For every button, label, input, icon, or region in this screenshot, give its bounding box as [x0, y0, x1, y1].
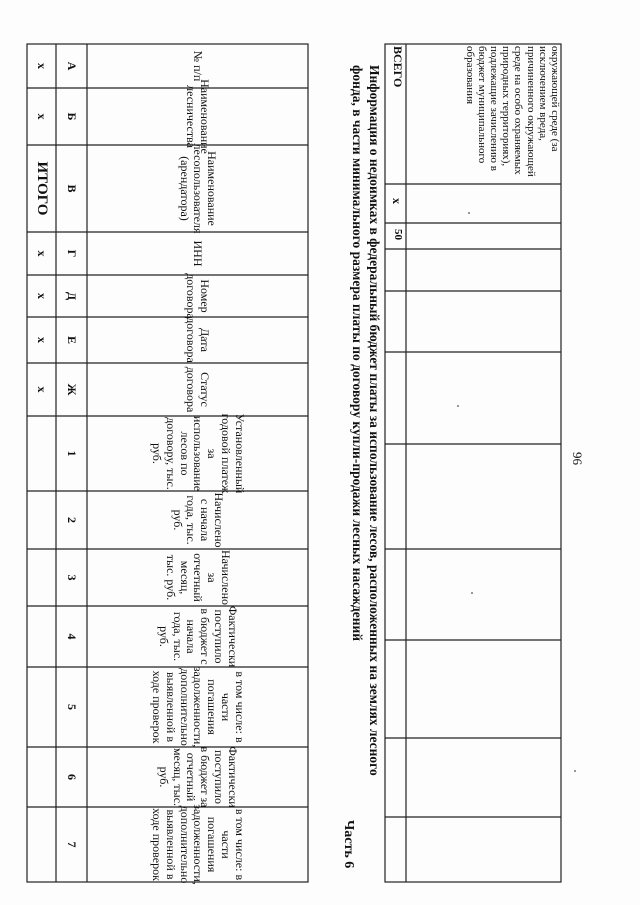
itogo-mark: х	[35, 293, 50, 299]
itogo-mark	[27, 416, 56, 491]
column-header: Наименование лесопользователя (арендатора)	[177, 143, 220, 234]
column-code: 7	[65, 841, 80, 848]
column-header: Фактически поступило в бюджет за отчетный месяц, тыс. руб.	[156, 746, 240, 808]
itogo-mark	[27, 549, 56, 606]
column-code: Б	[65, 112, 80, 121]
column-header: Установленный годовой платеж за использование лесов по договору, тыс. руб.	[150, 413, 247, 494]
column-code: 4	[65, 633, 80, 640]
column-code: 2	[65, 517, 80, 523]
column-header: в том числе: в части погашения задолженности, дополнительно выявленной в ходе проверок	[150, 666, 247, 748]
column-header: в том числе: в части погашения задолженности, дополнительно выявленной в ходе проверок	[150, 804, 247, 885]
itogo-mark: х	[35, 337, 50, 343]
itogo-mark: х	[35, 386, 50, 393]
right-table-vsego-mark: х	[390, 198, 404, 204]
itogo-mark	[27, 747, 56, 807]
right-table-header: окружающей среде (за исключением вреда, причиненного окружающей среде на особо охраняемых природных территориях), подлежащие зачислению в бюджет муниципального образования	[463, 46, 561, 177]
column-header: Наименование лесничества	[184, 79, 213, 154]
itogo-mark: х	[35, 250, 50, 257]
column-code: А	[65, 61, 80, 71]
right-table-vsego: ВСЕГО	[391, 46, 405, 88]
title-line-2: фонда, в части минимального размера платы по договору купли-продажи лесных насаждений	[350, 65, 365, 642]
column-header: Фактически поступило в бюджет с начала года, тыс. руб.	[156, 605, 240, 668]
column-code: Ж	[65, 383, 80, 396]
column-header: Дата договора	[184, 317, 213, 363]
column-code: Д	[65, 291, 80, 301]
column-header: Начислено за отчетный месяц, тыс. руб.	[163, 549, 233, 606]
itogo-mark	[27, 491, 56, 549]
itogo-label: ИТОГО	[34, 161, 51, 216]
page-number: 96	[570, 452, 585, 465]
itogo-mark: х	[35, 113, 50, 120]
part-label: Часть 6	[341, 820, 356, 869]
scan-speck	[468, 212, 470, 214]
scan-speck	[457, 405, 459, 407]
column-code: 3	[65, 574, 80, 581]
scan-speck	[471, 592, 473, 594]
itogo-mark	[27, 807, 56, 882]
itogo-mark: х	[35, 63, 50, 69]
column-header: № п/п	[191, 50, 206, 82]
right-table-vsego-code: 50	[392, 229, 404, 240]
itogo-mark	[27, 667, 56, 747]
column-code: Е	[65, 335, 80, 344]
column-code: 1	[65, 450, 80, 457]
column-header: Статус договора	[184, 366, 213, 413]
column-code: 6	[65, 774, 80, 780]
title-line-1: Информация о недоимках в федеральный бюджет платы за использование лесов, расположенных на землях лесного	[367, 65, 382, 776]
column-header: Номер договора	[184, 273, 213, 319]
column-header: Начислено с начала года, тыс. руб.	[170, 492, 227, 548]
column-code: Г	[65, 249, 80, 258]
scan-speck	[574, 770, 576, 772]
column-header: ИНН	[191, 240, 206, 267]
column-code: 5	[65, 704, 80, 710]
itogo-mark	[27, 606, 56, 667]
column-code: В	[65, 184, 80, 193]
